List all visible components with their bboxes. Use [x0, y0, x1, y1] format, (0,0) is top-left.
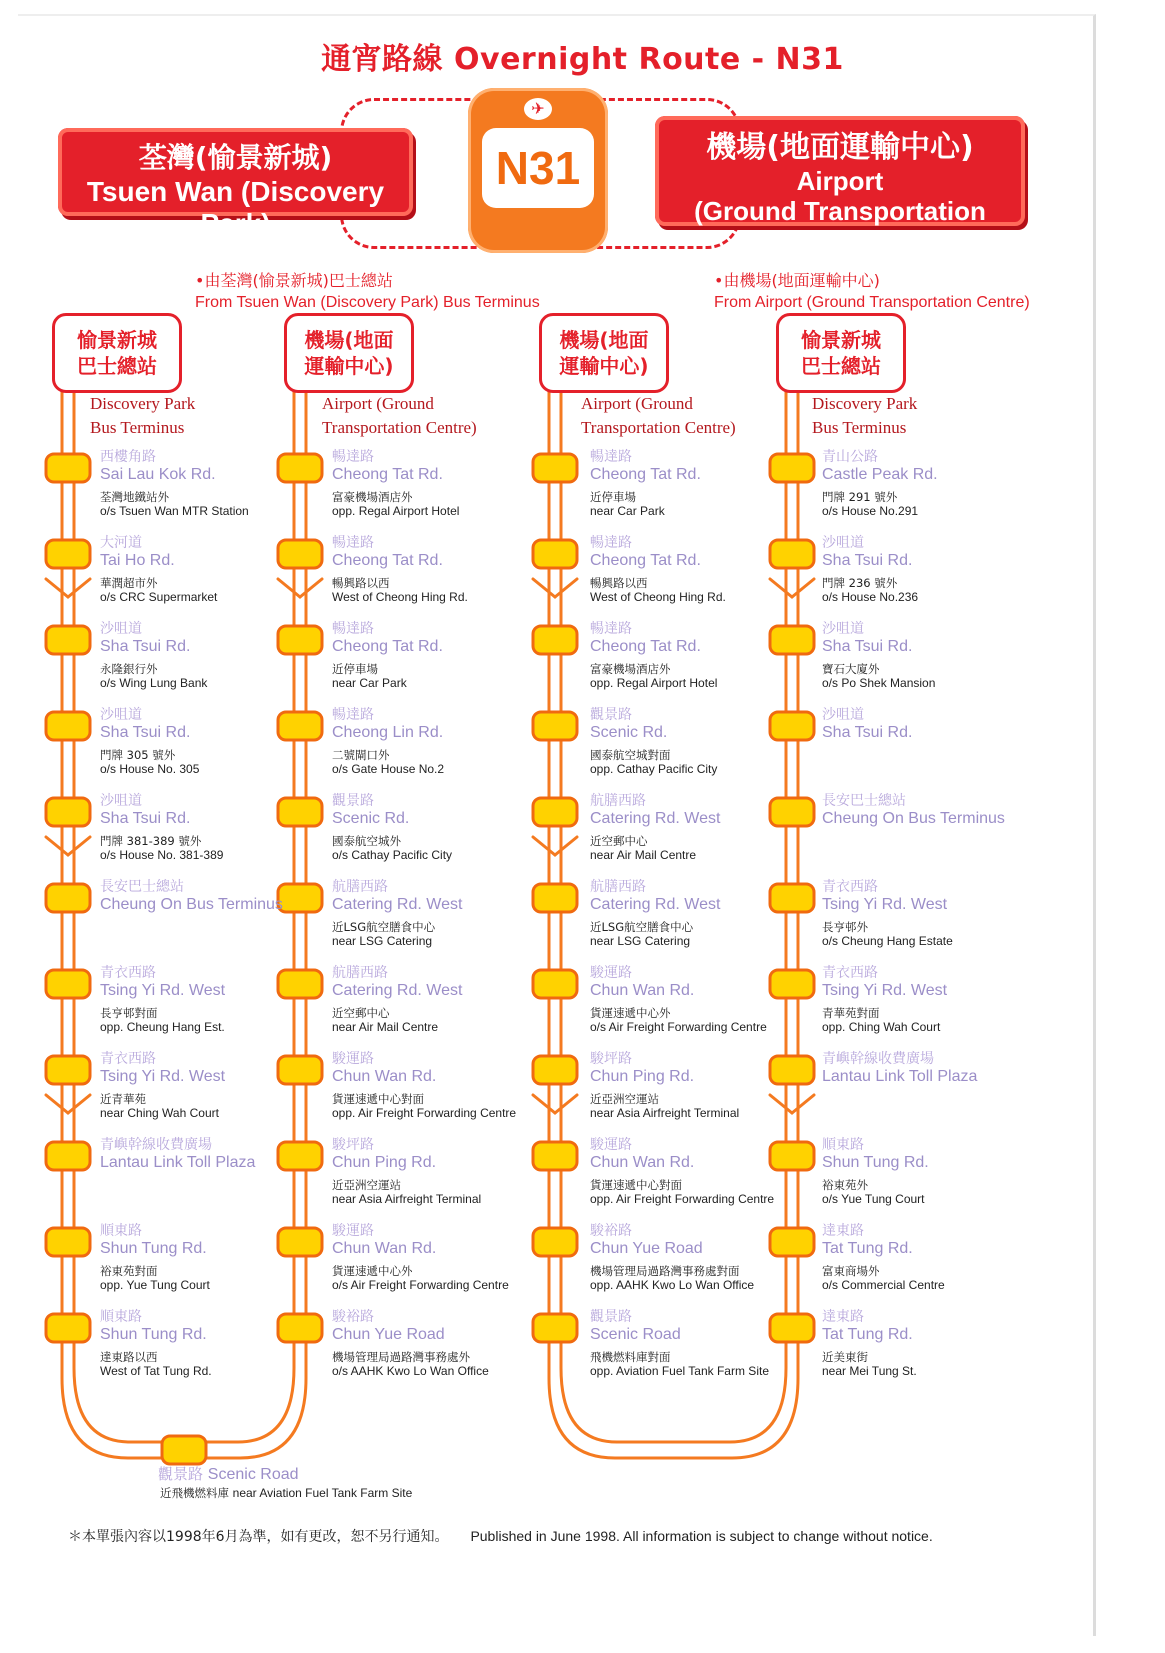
terminal-right-en2: (Ground Transportation Centre)	[694, 196, 986, 256]
stop-location-zh: 富豪機場酒店外	[590, 662, 671, 676]
stop-location-en: opp. Ching Wah Court	[822, 1020, 941, 1034]
route-line-segment	[555, 1095, 577, 1113]
stop-name-zh: 航膳西路	[332, 879, 388, 895]
stop-location-en: near Asia Airfreight Terminal	[332, 1192, 482, 1206]
stop-name-zh: 暢達路	[590, 621, 632, 637]
bottom-stop-zh	[158, 1465, 299, 1484]
stop-name-zh: 駿運路	[332, 1223, 374, 1239]
stop-marker	[46, 626, 90, 654]
stop-name-en: Chun Wan Rd.	[332, 1240, 437, 1257]
column-head-zh	[801, 327, 881, 379]
stop-location-en: o/s Cathay Pacific City	[332, 848, 453, 862]
direction-right-en: From Airport (Ground Transportation Centre)	[714, 294, 1030, 311]
stop-location-en: o/s Yue Tung Court	[822, 1192, 925, 1206]
stop-marker	[533, 626, 577, 654]
stop-marker	[770, 1228, 814, 1256]
bottom-stop-loc	[160, 1486, 412, 1500]
stop-location-en: o/s Gate House No.2	[332, 762, 445, 776]
stop-name-en: Cheong Tat Rd.	[590, 552, 701, 569]
direction-left-en: From Tsuen Wan (Discovery Park) Bus Terminus	[195, 294, 540, 311]
stop-name-en: Cheong Tat Rd.	[332, 466, 443, 483]
stop-marker	[533, 1228, 577, 1256]
stop-name-en: Scenic Rd.	[590, 724, 668, 741]
stop-name-en: Sha Tsui Rd.	[100, 810, 191, 827]
stop-location-zh: 富東商場外	[822, 1264, 880, 1278]
stop-name-zh: 沙咀道	[100, 793, 142, 809]
stop-location-zh: 裕東苑對面	[100, 1264, 158, 1278]
stop-marker	[770, 540, 814, 568]
stop-marker	[533, 798, 577, 826]
stop-marker	[46, 884, 90, 912]
stop-location-en: opp. Yue Tung Court	[100, 1278, 210, 1292]
route-line-segment	[555, 837, 577, 855]
direction-left-zh: •由荃灣(愉景新城)巴士總站	[195, 271, 393, 290]
stop-marker	[46, 1314, 90, 1342]
stop-name-en: Catering Rd. West	[332, 982, 463, 999]
stop-name-en: Sha Tsui Rd.	[100, 724, 191, 741]
stop-name-en: Tsing Yi Rd. West	[822, 982, 948, 999]
stop-location-zh: 近LSG航空膳食中心	[590, 920, 694, 934]
stop-location-en: o/s House No. 381-389	[100, 848, 224, 862]
stop-name-en: Cheong Tat Rd.	[332, 552, 443, 569]
terminal-left-zh: 荃灣(愉景新城)	[138, 141, 333, 174]
stop-name-zh: 駿坪路	[332, 1137, 374, 1153]
stop-location-en: o/s Air Freight Forwarding Centre	[590, 1020, 767, 1034]
stop-name-en: Chun Wan Rd.	[590, 982, 695, 999]
stop-marker	[533, 454, 577, 482]
route-line-segment	[533, 837, 555, 855]
stop-name-zh: 青嶼幹線收費廣場	[100, 1137, 212, 1153]
stop-name-zh: 沙咀道	[100, 621, 142, 637]
stop-name-en: Lantau Link Toll Plaza	[100, 1154, 256, 1171]
stop-marker	[770, 970, 814, 998]
stop-name-en: Sha Tsui Rd.	[822, 552, 913, 569]
stop-location-zh: 長亨邨外	[822, 920, 868, 934]
stop-name-zh: 暢達路	[332, 449, 374, 465]
stop-location-en: near Car Park	[590, 504, 665, 518]
stop-location-zh: 近空郵中心	[590, 834, 648, 848]
stop-name-zh: 沙咀道	[100, 707, 142, 723]
stop-location-zh: 近亞洲空運站	[590, 1092, 659, 1106]
stop-name-en: Chun Ping Rd.	[590, 1068, 695, 1085]
stop-name-zh: 駿運路	[332, 1051, 374, 1067]
stop-location-zh: 門牌 291 號外	[822, 490, 898, 504]
stop-location-en: o/s House No.236	[822, 590, 919, 604]
stop-name-zh: 暢達路	[590, 449, 632, 465]
stop-location-en: o/s CRC Supermarket	[100, 590, 218, 604]
stop-name-zh: 暢達路	[332, 535, 374, 551]
stop-location-en: near Air Mail Centre	[332, 1020, 439, 1034]
stop-location-en: o/s Air Freight Forwarding Centre	[332, 1278, 509, 1292]
stop-marker	[770, 626, 814, 654]
footer-en: Published in June 1998. All information is subject to change without notice.	[470, 1528, 933, 1544]
column-head-en2: Transportation Centre)	[322, 418, 477, 437]
stop-location-zh: 近青華苑	[100, 1092, 146, 1106]
stop-location-zh: 近LSG航空膳食中心	[332, 920, 436, 934]
bottom-stop-loc-en: near Aviation Fuel Tank Farm Site	[232, 1486, 413, 1500]
stop-marker	[46, 798, 90, 826]
stop-name-zh: 西樓角路	[100, 449, 156, 465]
stop-marker	[770, 712, 814, 740]
column-head-en	[90, 392, 195, 440]
route-line-segment	[68, 579, 90, 597]
stop-location-zh: 近亞洲空運站	[332, 1178, 401, 1192]
stop-name-en: Castle Peak Rd.	[822, 466, 938, 483]
column-head-en	[322, 392, 477, 440]
column-head-en1: Discovery Park	[90, 394, 196, 413]
stop-location-en: opp. Cheung Hang Est.	[100, 1020, 225, 1034]
stop-location-en: near LSG Catering	[590, 934, 691, 948]
stop-name-en: Sai Lau Kok Rd.	[100, 466, 216, 483]
column-head-zh2: 巴士總站	[801, 354, 881, 378]
stop-name-zh: 青山公路	[822, 449, 878, 465]
column-head-en1: Airport (Ground	[322, 394, 434, 413]
stop-location-en: o/s Tsuen Wan MTR Station	[100, 504, 249, 518]
stop-name-zh: 長安巴士總站	[100, 879, 184, 895]
route-outer-line	[549, 375, 798, 1458]
stop-location-zh: 荃灣地鐵站外	[100, 490, 169, 504]
stop-name-zh: 順東路	[822, 1137, 864, 1153]
stop-name-zh: 青嶼幹線收費廣場	[822, 1051, 934, 1067]
stop-location-zh: 寶石大廈外	[822, 662, 880, 676]
stop-marker	[533, 884, 577, 912]
stop-location-en: o/s House No.291	[822, 504, 919, 518]
stop-name-zh: 觀景路	[590, 1309, 632, 1325]
stop-location-en: o/s House No. 305	[100, 762, 200, 776]
route-line-segment	[770, 579, 792, 597]
route-line-segment	[278, 579, 300, 597]
stop-name-en: Catering Rd. West	[332, 896, 463, 913]
stop-marker	[278, 884, 322, 912]
column-head-4	[776, 313, 906, 393]
route-number: N31	[482, 128, 594, 208]
stop-name-zh: 青衣西路	[822, 879, 878, 895]
stop-name-en: Chun Wan Rd.	[590, 1154, 695, 1171]
stop-name-en: Sha Tsui Rd.	[100, 638, 191, 655]
bottom-stop-loc-zh: 近飛機燃料庫	[160, 1486, 229, 1500]
stop-location-zh: 國泰航空城對面	[590, 748, 671, 762]
stop-name-zh: 順東路	[100, 1309, 142, 1325]
route-line-segment	[533, 1095, 555, 1113]
stop-name-en: Shun Tung Rd.	[100, 1240, 207, 1257]
stop-name-en: Sha Tsui Rd.	[822, 638, 913, 655]
stop-location-zh: 近美東街	[822, 1350, 868, 1364]
stop-location-zh: 二號閘口外	[332, 748, 390, 762]
route-line-segment	[792, 1095, 814, 1113]
page-title: 通宵路線 Overnight Route - N31	[321, 42, 844, 77]
stop-location-en: o/s Po Shek Mansion	[822, 676, 936, 690]
column-head-zh	[77, 327, 157, 379]
stop-location-zh: 門牌 236 號外	[822, 576, 898, 590]
stop-marker	[46, 1056, 90, 1084]
stop-location-zh: 門牌 305 號外	[100, 748, 176, 762]
stop-marker	[46, 712, 90, 740]
stop-marker	[278, 454, 322, 482]
stop-location-en: opp. Air Freight Forwarding Centre	[590, 1192, 775, 1206]
operator-logo-icon: ✈	[524, 98, 552, 120]
stop-name-zh: 青衣西路	[100, 965, 156, 981]
stop-name-zh: 觀景路	[590, 707, 632, 723]
column-head-en1: Discovery Park	[812, 394, 918, 413]
stop-location-zh: 青華苑對面	[822, 1006, 880, 1020]
stop-location-zh: 貨運速遞中心外	[332, 1264, 413, 1278]
terminal-right-zh: 機場(地面運輸中心)	[706, 130, 974, 165]
stop-marker	[533, 540, 577, 568]
stop-marker	[533, 1142, 577, 1170]
stop-location-zh: 近空郵中心	[332, 1006, 390, 1020]
stop-name-zh: 航膳西路	[590, 793, 646, 809]
bottom-stop-zh-text: 觀景路	[158, 1465, 204, 1483]
stop-marker	[770, 798, 814, 826]
stop-location-zh: 永隆銀行外	[100, 662, 158, 676]
stop-marker	[533, 970, 577, 998]
stop-location-en: opp. Cathay Pacific City	[590, 762, 718, 776]
stop-location-zh: 貨運速遞中心外	[590, 1006, 671, 1020]
stop-name-en: Tai Ho Rd.	[100, 552, 175, 569]
stop-name-en: Shun Tung Rd.	[100, 1326, 207, 1343]
stop-location-zh: 華潤超市外	[100, 576, 158, 590]
stop-name-zh: 達東路	[822, 1223, 864, 1239]
column-head-1	[52, 313, 182, 393]
stop-marker	[46, 1228, 90, 1256]
stop-marker	[278, 626, 322, 654]
stop-name-en: Tat Tung Rd.	[822, 1240, 913, 1257]
stop-name-en: Chun Ping Rd.	[332, 1154, 437, 1171]
stop-marker	[46, 454, 90, 482]
stop-name-zh: 沙咀道	[822, 621, 864, 637]
stop-marker	[278, 1142, 322, 1170]
stop-location-en: West of Cheong Hing Rd.	[590, 590, 726, 604]
stop-location-en: o/s Wing Lung Bank	[100, 676, 208, 690]
stop-name-en: Cheung On Bus Terminus	[100, 896, 283, 913]
direction-right-zh: •由機場(地面運輸中心)	[714, 271, 880, 290]
stop-name-en: Tsing Yi Rd. West	[822, 896, 948, 913]
stop-name-zh: 沙咀道	[822, 707, 864, 723]
stop-name-en: Chun Yue Road	[590, 1240, 703, 1257]
stop-location-en: o/s Cheung Hang Estate	[822, 934, 953, 948]
column-head-en2: Bus Terminus	[90, 418, 185, 437]
stop-location-zh: 門牌 381-389 號外	[100, 834, 202, 848]
route-line-segment	[770, 1095, 792, 1113]
stop-name-zh: 沙咀道	[822, 535, 864, 551]
route-line-segment	[68, 1095, 90, 1113]
stop-name-zh: 暢達路	[332, 621, 374, 637]
stop-name-en: Cheong Lin Rd.	[332, 724, 444, 741]
stop-location-en: near LSG Catering	[332, 934, 433, 948]
stop-location-zh: 近停車場	[332, 662, 378, 676]
stop-marker	[46, 540, 90, 568]
column-head-zh2: 巴士總站	[77, 354, 157, 378]
stop-marker	[770, 1056, 814, 1084]
stop-marker	[278, 1056, 322, 1084]
stop-location-zh: 富豪機場酒店外	[332, 490, 413, 504]
column-head-zh1: 愉景新城	[801, 328, 881, 352]
stop-location-en: near Mei Tung St.	[822, 1364, 917, 1378]
stop-marker	[770, 454, 814, 482]
stop-name-en: Catering Rd. West	[590, 810, 721, 827]
stop-name-zh: 航膳西路	[590, 879, 646, 895]
stop-location-zh: 長亨邨對面	[100, 1006, 158, 1020]
stop-location-en: opp. Air Freight Forwarding Centre	[332, 1106, 517, 1120]
stop-name-en: Sha Tsui Rd.	[822, 724, 913, 741]
route-line-segment	[533, 579, 555, 597]
stop-name-en: Shun Tung Rd.	[822, 1154, 929, 1171]
stop-location-en: opp. AAHK Kwo Lo Wan Office	[590, 1278, 755, 1292]
bottom-stop-marker	[162, 1436, 206, 1464]
stop-name-en: Lantau Link Toll Plaza	[822, 1068, 978, 1085]
stop-location-en: near Air Mail Centre	[590, 848, 697, 862]
stop-name-zh: 青衣西路	[100, 1051, 156, 1067]
stop-name-zh: 駿運路	[590, 1137, 632, 1153]
stop-name-zh: 觀景路	[332, 793, 374, 809]
stop-name-en: Catering Rd. West	[590, 896, 721, 913]
route-line-segment	[46, 837, 68, 855]
stop-location-en: opp. Regal Airport Hotel	[590, 676, 718, 690]
stop-name-en: Cheong Tat Rd.	[590, 638, 701, 655]
stop-name-en: Scenic Rd.	[332, 810, 410, 827]
stop-name-en: Tat Tung Rd.	[822, 1326, 913, 1343]
column-head-zh2: 運輸中心)	[559, 354, 649, 378]
column-head-en1: Airport (Ground	[581, 394, 693, 413]
stop-marker	[278, 798, 322, 826]
stop-marker	[278, 1228, 322, 1256]
stop-location-en: o/s AAHK Kwo Lo Wan Office	[332, 1364, 489, 1378]
stop-name-en: Scenic Road	[590, 1326, 681, 1343]
stop-marker	[770, 884, 814, 912]
column-head-zh1: 愉景新城	[77, 328, 157, 352]
stop-location-zh: 裕東苑外	[822, 1178, 868, 1192]
stop-location-en: near Ching Wah Court	[100, 1106, 219, 1120]
column-head-zh	[559, 327, 648, 379]
stop-name-en: Cheong Tat Rd.	[332, 638, 443, 655]
stop-location-zh: 貨運速遞中心對面	[332, 1092, 424, 1106]
footer-note	[68, 1526, 933, 1546]
stop-location-en: opp. Regal Airport Hotel	[332, 504, 460, 518]
stop-location-en: opp. Aviation Fuel Tank Farm Site	[590, 1364, 769, 1378]
bottom-stop-en: Scenic Road	[207, 1466, 299, 1483]
stop-marker	[533, 712, 577, 740]
column-head-3	[539, 313, 669, 393]
stop-location-en: near Car Park	[332, 676, 407, 690]
stop-location-zh: 暢興路以西	[332, 576, 390, 590]
stop-location-zh: 達東路以西	[100, 1350, 158, 1364]
stop-marker	[770, 1142, 814, 1170]
stop-marker	[278, 712, 322, 740]
route-line-segment	[792, 579, 814, 597]
stop-name-en: Chun Yue Road	[332, 1326, 445, 1343]
stop-location-zh: 國泰航空城外	[332, 834, 401, 848]
stop-name-zh: 大河道	[100, 535, 142, 551]
stop-name-en: Tsing Yi Rd. West	[100, 982, 226, 999]
route-line-segment	[300, 579, 322, 597]
stop-name-zh: 長安巴士總站	[822, 793, 906, 809]
stop-name-zh: 青衣西路	[822, 965, 878, 981]
stop-marker	[533, 1056, 577, 1084]
terminal-right-en1: Airport	[796, 166, 884, 196]
stop-location-zh: 機場管理局過路灣事務處對面	[590, 1264, 740, 1278]
stop-location-en: o/s Commercial Centre	[822, 1278, 945, 1292]
column-head-en2: Transportation Centre)	[581, 418, 736, 437]
stop-name-zh: 航膳西路	[332, 965, 388, 981]
stop-location-zh: 暢興路以西	[590, 576, 648, 590]
column-head-zh1: 機場(地面	[304, 328, 394, 352]
stop-location-zh: 機場管理局過路灣事務處外	[332, 1350, 470, 1364]
stop-name-zh: 駿坪路	[590, 1051, 632, 1067]
stop-location-zh: 近停車場	[590, 490, 636, 504]
stop-marker	[770, 1314, 814, 1342]
stop-name-zh: 達東路	[822, 1309, 864, 1325]
stop-location-en: West of Tat Tung Rd.	[100, 1364, 212, 1378]
stop-name-en: Tsing Yi Rd. West	[100, 1068, 226, 1085]
stop-name-en: Chun Wan Rd.	[332, 1068, 437, 1085]
stop-name-zh: 駿裕路	[590, 1223, 632, 1239]
stop-location-zh: 貨運速遞中心對面	[590, 1178, 682, 1192]
route-line-segment	[555, 579, 577, 597]
stop-location-en: West of Cheong Hing Rd.	[332, 590, 468, 604]
column-head-2	[284, 313, 414, 393]
stop-name-en: Cheong Tat Rd.	[590, 466, 701, 483]
stop-name-zh: 駿裕路	[332, 1309, 374, 1325]
column-head-en	[581, 392, 736, 440]
column-head-zh1: 機場(地面	[559, 328, 649, 352]
route-line-segment	[46, 1095, 68, 1113]
column-head-en	[812, 392, 917, 440]
stop-location-zh: 飛機燃料庫對面	[590, 1350, 671, 1364]
stop-marker	[533, 1314, 577, 1342]
stop-marker	[278, 1314, 322, 1342]
column-head-zh2: 運輸中心)	[304, 354, 394, 378]
stop-marker	[278, 970, 322, 998]
stop-marker	[278, 540, 322, 568]
route-line-segment	[68, 837, 90, 855]
stop-name-en: Cheung On Bus Terminus	[822, 810, 1005, 827]
route-outer-line	[62, 375, 306, 1458]
terminal-left-en: Tsuen Wan (Discovery Park)	[86, 176, 385, 239]
stop-name-zh: 暢達路	[590, 535, 632, 551]
stop-name-zh: 順東路	[100, 1223, 142, 1239]
stop-marker	[46, 970, 90, 998]
footer-zh: ＊本單張內容以1998年6月為準，如有更改，恕不另行通知。	[68, 1529, 449, 1545]
stop-name-zh: 暢達路	[332, 707, 374, 723]
route-line-segment	[46, 579, 68, 597]
stop-marker	[46, 1142, 90, 1170]
stop-location-en: near Asia Airfreight Terminal	[590, 1106, 740, 1120]
column-head-zh	[304, 327, 393, 379]
stop-name-zh: 駿運路	[590, 965, 632, 981]
column-head-en2: Bus Terminus	[812, 418, 907, 437]
